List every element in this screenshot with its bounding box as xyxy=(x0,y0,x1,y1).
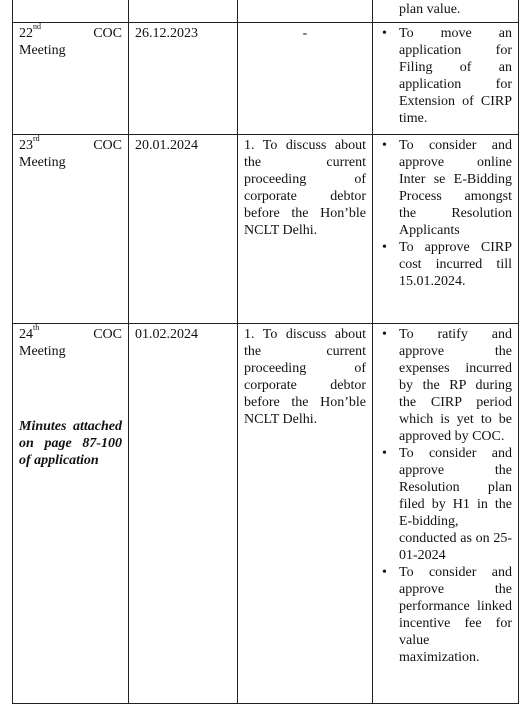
agenda-cell: 1. To discuss about the current proceeding of corporate debtor before the Hon’ble NCLT Delhi. xyxy=(238,135,373,324)
meeting-number: 22nd xyxy=(19,22,41,41)
meeting-cell xyxy=(13,324,129,704)
meeting-cell xyxy=(13,135,129,324)
date-cell: 01.02.2024 xyxy=(129,324,238,704)
table-row xyxy=(13,0,519,23)
list-item: • To approve CIRP cost incurred till 15.01.2024. xyxy=(382,240,512,289)
table-row xyxy=(13,23,519,135)
agenda-cell: - xyxy=(238,23,373,135)
meeting-word: Meeting xyxy=(19,344,66,359)
minutes-note: Minutes attached on page 87-100 of application xyxy=(19,419,122,468)
resolutions-cell xyxy=(373,135,519,324)
resolutions-cell xyxy=(373,324,519,704)
date-cell: 26.12.2023 xyxy=(129,23,238,135)
list-item: • To consider and approve the Resolution plan filed by H1 in the E-bidding, conducted as on 25-01-2024 xyxy=(382,446,512,563)
resolutions-cell xyxy=(373,0,519,23)
list-item: • To ratify and approve the expenses incurred by the RP during the CIRP period which is yet to be approved by COC. xyxy=(382,327,512,444)
date-cell: 20.01.2024 xyxy=(129,135,238,324)
date-cell xyxy=(129,0,238,23)
list-item: • To move an application for Filing of an application for Extension of CIRP time. xyxy=(382,26,512,126)
agenda-cell: 1. To discuss about the current proceeding of corporate debtor before the Hon’ble NCLT Delhi. xyxy=(238,324,373,704)
meeting-number: 23rd xyxy=(19,134,40,153)
meeting-cell xyxy=(13,23,129,135)
meeting-number: 24th xyxy=(19,323,40,342)
meeting-coc-label: COC xyxy=(93,327,122,342)
meeting-coc-label: COC xyxy=(93,26,122,41)
meeting-coc-label: COC xyxy=(93,138,122,153)
meeting-cell xyxy=(13,0,129,23)
table-row xyxy=(13,135,519,324)
meeting-word: Meeting xyxy=(19,155,66,170)
continued-text: plan value. xyxy=(399,2,461,17)
agenda-cell xyxy=(238,0,373,23)
coc-meetings-table xyxy=(12,0,519,704)
list-item: • To consider and approve the performance linked incentive fee for value maximization. xyxy=(382,565,512,665)
resolutions-cell xyxy=(373,23,519,135)
list-item: • To consider and approve online Inter se E-Bidding Process amongst the Resolution Applicants xyxy=(382,138,512,238)
table-row xyxy=(13,324,519,704)
meeting-word: Meeting xyxy=(19,43,66,58)
